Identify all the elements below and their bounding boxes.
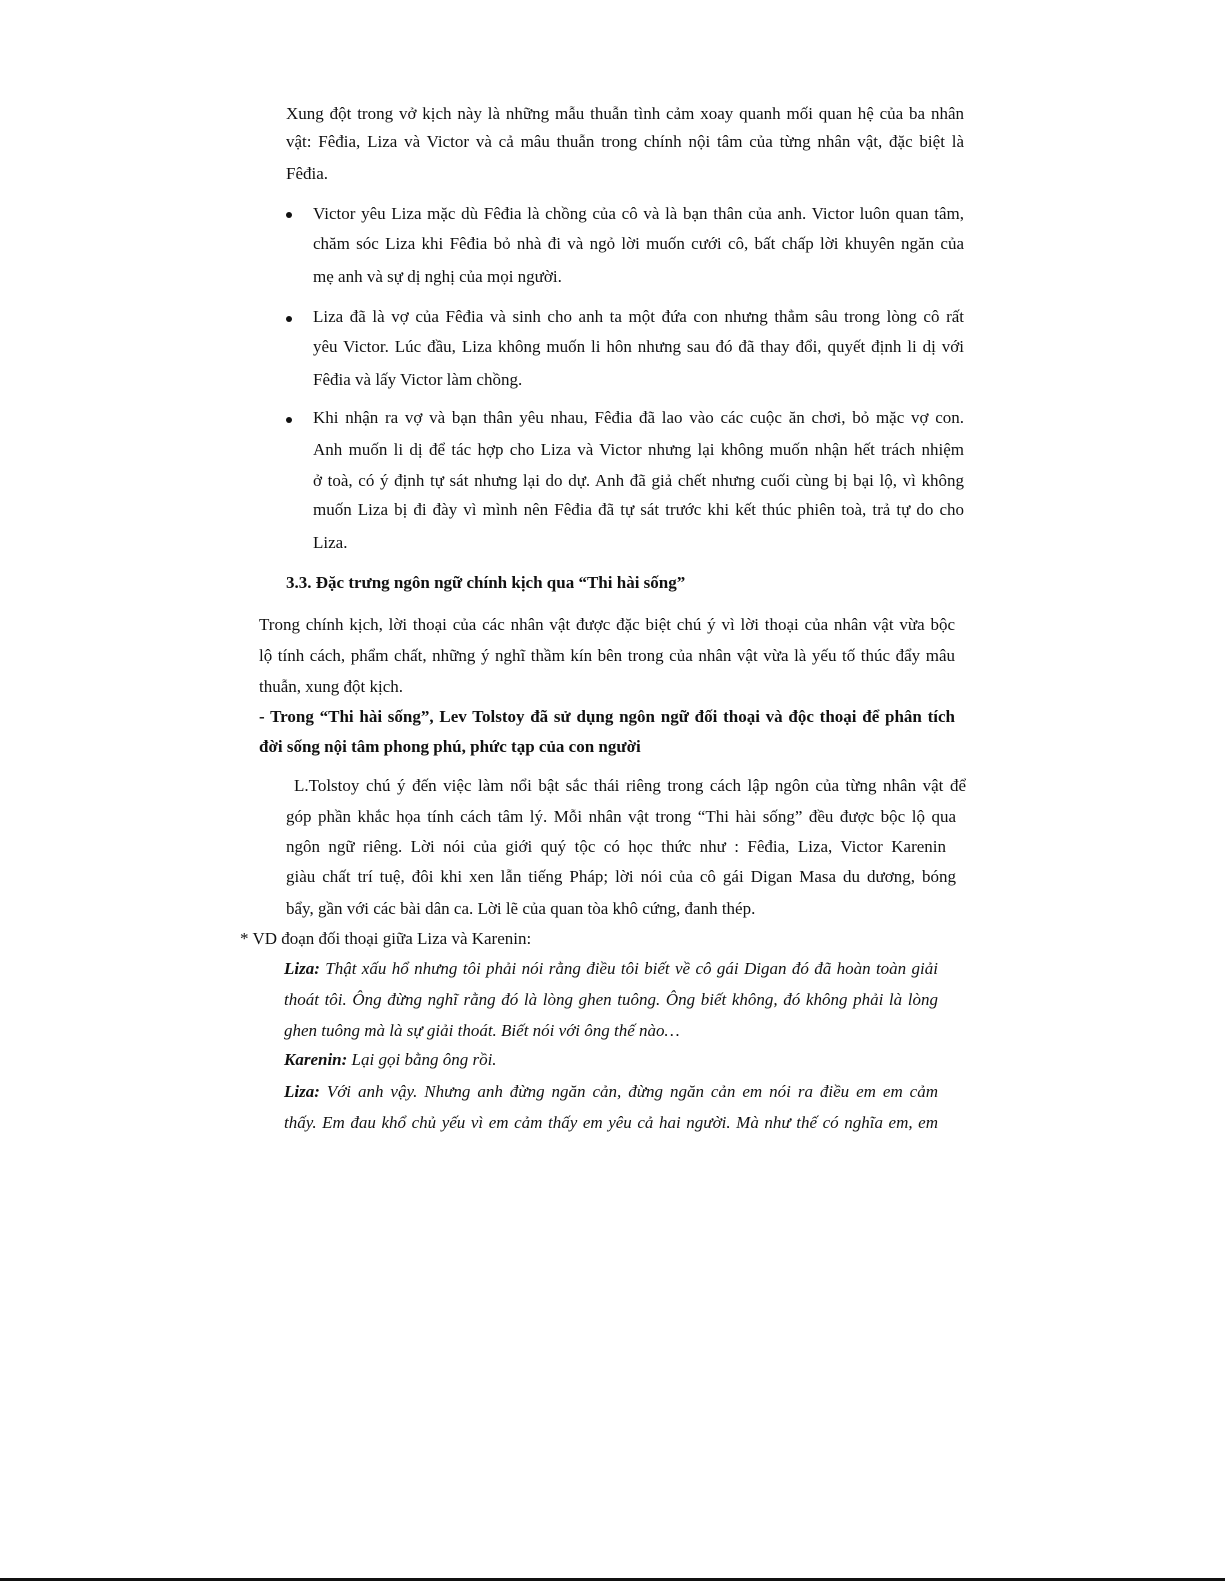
dialogue-1-line-2: thoát tôi. Ông đừng nghĩ rằng đó là lòng ghen tuông. Ông biết không, đó không phải là lòng bbox=[284, 990, 938, 1009]
para1-line-3: thuẫn, xung đột kịch. bbox=[259, 677, 404, 696]
speaker-liza-1: Liza: bbox=[284, 959, 320, 978]
para1-line-1: Trong chính kịch, lời thoại của các nhân vật được đặc biệt chú ý vì lời thoại của nhân vật vừa bộc bbox=[259, 615, 955, 634]
bold-claim-line-2: đời sống nội tâm phong phú, phức tạp của con người bbox=[259, 737, 641, 756]
bullet-2-line-1: Liza đã là vợ của Fêđia và sinh cho anh ta một đứa con nhưng thẳm sâu trong lòng cô rất bbox=[313, 307, 964, 326]
bullet-dot-1 bbox=[286, 212, 292, 218]
bullet-1-line-3: mẹ anh và sự dị nghị của mọi người. bbox=[313, 267, 562, 286]
para2-line-3: ngôn ngữ riêng. Lời nói của giới quý tộc có học thức như : Fêđia, Liza, Victor Karenin bbox=[286, 837, 946, 856]
dialogue-1-line-1 bbox=[284, 959, 938, 979]
intro-line-1: Xung đột trong vở kịch này là những mẫu thuẫn tình cảm xoay quanh mối quan hệ của ba nhân bbox=[286, 104, 964, 123]
bullet-3-line-1: Khi nhận ra vợ và bạn thân yêu nhau, Fêđia đã lao vào các cuộc ăn chơi, bỏ mặc vợ con. bbox=[313, 408, 964, 427]
para2-line-4: giàu chất trí tuệ, đôi khi xen lẫn tiếng Pháp; lời nói của cô gái Digan Masa du dương, bóng bbox=[286, 867, 956, 886]
para1-line-2: lộ tính cách, phẩm chất, những ý nghĩ thầm kín bên trong của nhân vật vừa là yếu tố thúc đẩy mâu bbox=[259, 646, 955, 665]
speaker-liza-2: Liza: bbox=[284, 1082, 320, 1101]
page-bottom-border bbox=[0, 1578, 1225, 1581]
para2-line-5: bẩy, gần với các bài dân ca. Lời lẽ của quan tòa khô cứng, đanh thép. bbox=[286, 899, 756, 918]
example-intro: * VD đoạn đối thoại giữa Liza và Karenin: bbox=[240, 929, 532, 948]
dialogue-1-text-1: Thật xấu hổ nhưng tôi phải nói rằng điều tôi biết về cô gái Digan đó đã hoàn toàn giải bbox=[319, 959, 938, 978]
bullet-2-line-2: yêu Victor. Lúc đầu, Liza không muốn li hôn nhưng sau đó đã thay đổi, quyết định li dị với bbox=[313, 337, 964, 356]
section-heading: 3.3. Đặc trưng ngôn ngữ chính kịch qua “Thi hài sống” bbox=[286, 573, 686, 592]
intro-line-2: vật: Fêđia, Liza và Victor và cả mâu thuẫn trong chính nội tâm của từng nhân vật, đặc biệt là bbox=[286, 132, 964, 151]
dialogue-3-line-2: thấy. Em đau khổ chủ yếu vì em cảm thấy em yêu cả hai người. Mà như thế có nghĩa em, em bbox=[284, 1113, 938, 1132]
bullet-3-line-5: Liza. bbox=[313, 533, 348, 552]
bold-claim-line-1: - Trong “Thi hài sống”, Lev Tolstoy đã sử dụng ngôn ngữ đối thoại và độc thoại để phân tích bbox=[259, 707, 955, 726]
dialogue-1-line-3: ghen tuông mà là sự giải thoát. Biết nói với ông thế nào… bbox=[284, 1021, 680, 1040]
intro-line-3: Fêđia. bbox=[286, 164, 329, 183]
bullet-2-line-3: Fêđia và lấy Victor làm chồng. bbox=[313, 370, 523, 389]
bullet-1-line-2: chăm sóc Liza khi Fêđia bỏ nhà đi và ngỏ lời muốn cưới cô, bất chấp lời khuyên ngăn của bbox=[313, 234, 964, 253]
dialogue-2-text-1: Lại gọi bằng ông rồi. bbox=[347, 1050, 497, 1069]
bullet-3-line-4: muốn Liza bị đi đày vì mình nên Fêđia đã tự sát trước khi kết thúc phiên toà, trả tự do cho bbox=[313, 500, 964, 519]
bullet-1-line-1: Victor yêu Liza mặc dù Fêđia là chồng của cô và là bạn thân của anh. Victor luôn quan tâm, bbox=[313, 204, 964, 223]
bullet-dot-2 bbox=[286, 316, 292, 322]
para2-line-1: L.Tolstoy chú ý đến việc làm nổi bật sắc thái riêng trong cách lập ngôn của từng nhân vật để bbox=[294, 776, 966, 795]
dialogue-3-text-1: Với anh vậy. Nhưng anh đừng ngăn cản, đừng ngăn cản em nói ra điều em em cảm bbox=[319, 1082, 938, 1101]
bullet-3-line-2: Anh muốn li dị để tác hợp cho Liza và Victor nhưng lại không muốn nhận hết trách nhiệm bbox=[313, 440, 964, 459]
bullet-dot-3 bbox=[286, 417, 292, 423]
bullet-3-line-3: ở toà, có ý định tự sát nhưng lại do dự. Anh đã giả chết nhưng cuối cùng bị bại lộ, vì không bbox=[313, 471, 964, 490]
para2-line-2: góp phần khắc họa tính cách tâm lý. Mỗi nhân vật trong “Thi hài sống” đều được bộc lộ qua bbox=[286, 807, 956, 826]
speaker-karenin: Karenin: bbox=[284, 1050, 348, 1069]
dialogue-3-line-1 bbox=[284, 1082, 938, 1102]
dialogue-2-line-1 bbox=[284, 1050, 497, 1070]
